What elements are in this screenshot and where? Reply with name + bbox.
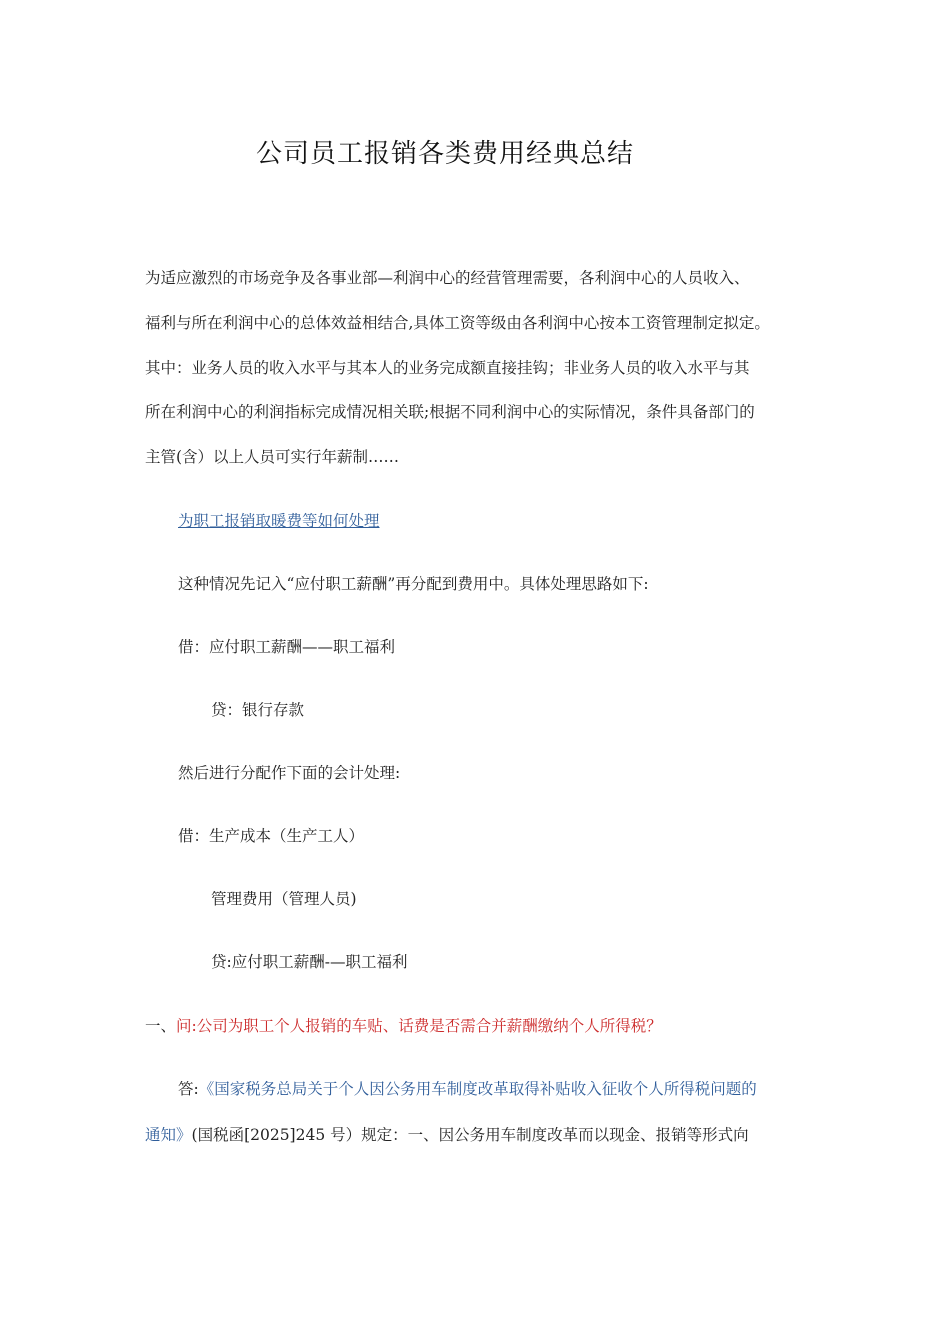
intro-line: 其中：业务人员的收入水平与其本人的业务完成额直接挂钩；非业务人员的收入水平与其 xyxy=(145,359,750,377)
journal-debit-2b: 管理费用（管理人员) xyxy=(211,890,357,908)
explain-text: 这种情况先记入“应付职工薪酬”再分配到费用中。具体处理思路如下: xyxy=(178,575,649,593)
document-title: 公司员工报销各类费用经典总结 xyxy=(255,139,634,169)
answer-line-1 xyxy=(178,1077,757,1099)
answer-line-2 xyxy=(145,1123,749,1145)
journal-debit-1: 借：应付职工薪酬——职工福利 xyxy=(178,638,396,656)
then-text: 然后进行分配作下面的会计处理: xyxy=(178,764,401,782)
answer-doc-title: 《国家税务总局关于个人因公务用车制度改革取得补贴收入征收个人所得税问题的 xyxy=(198,1080,757,1098)
answer-doc-title-end: 通知》 xyxy=(145,1126,192,1144)
intro-line: 所在利润中心的利润指标完成情况相关联;根据不同利润中心的实际情况，条件具备部门的 xyxy=(145,403,755,421)
question-text: 问:公司为职工个人报销的车贴、话费是否需合并薪酬缴纳个人所得税？ xyxy=(176,1017,662,1035)
answer-lead: 答: xyxy=(178,1080,199,1098)
section-link[interactable]: 为职工报销取暖费等如何处理 xyxy=(178,512,380,530)
journal-credit-1: 贷：银行存款 xyxy=(211,701,305,719)
intro-line: 为适应激烈的市场竞争及各事业部—利润中心的经营管理需要，各利润中心的人员收入、 xyxy=(145,269,750,287)
intro-line: 福利与所在利润中心的总体效益相结合,具体工资等级由各利润中心按本工资管理制定拟定。 xyxy=(145,314,770,332)
journal-debit-2: 借：生产成本（生产工人） xyxy=(178,827,365,845)
answer-rest: (国税函[2025]245 号）规定：一、因公务用车制度改革而以现金、报销等形式向 xyxy=(191,1126,749,1144)
intro-line: 主管(含）以上人员可实行年薪制…… xyxy=(145,448,400,466)
question-line xyxy=(145,1014,662,1036)
question-prefix: 一、 xyxy=(145,1017,177,1035)
journal-credit-2: 贷:应付职工薪酬-—职工福利 xyxy=(211,953,408,971)
